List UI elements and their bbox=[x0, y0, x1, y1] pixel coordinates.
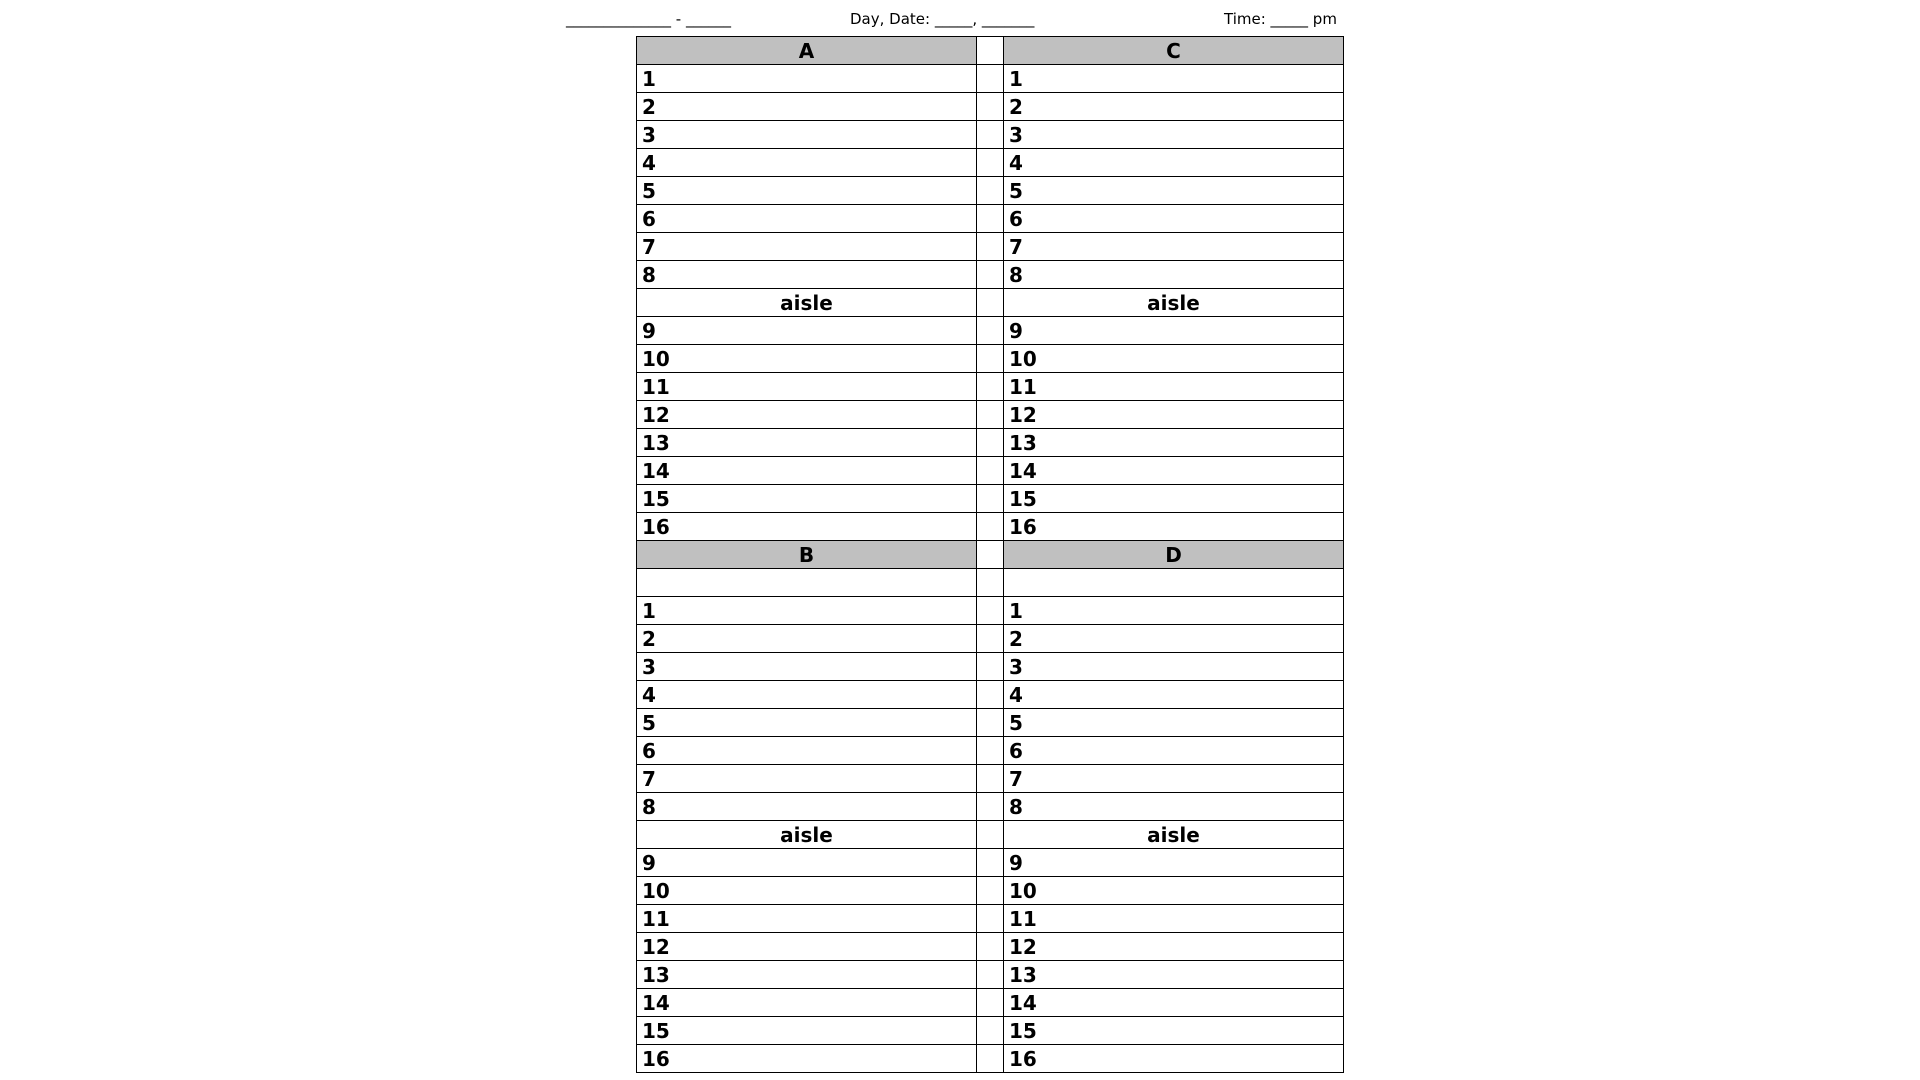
page-header bbox=[0, 8, 1920, 32]
seat-left-cell[interactable]: 1 bbox=[637, 65, 977, 93]
seat-right-cell[interactable]: 1 bbox=[1004, 597, 1344, 625]
aisle-gap-cell bbox=[977, 569, 1004, 597]
seat-row bbox=[637, 93, 1344, 121]
blank-right-cell[interactable] bbox=[1004, 569, 1344, 597]
seat-right-cell[interactable]: 13 bbox=[1004, 961, 1344, 989]
aisle-gap-cell bbox=[977, 709, 1004, 737]
seat-right-cell[interactable]: 13 bbox=[1004, 429, 1344, 457]
seat-row bbox=[637, 177, 1344, 205]
seat-right-cell[interactable]: 7 bbox=[1004, 233, 1344, 261]
seat-right-cell[interactable]: 2 bbox=[1004, 93, 1344, 121]
seat-row bbox=[637, 233, 1344, 261]
section-header-right-cell: C bbox=[1004, 37, 1344, 65]
seat-right-cell[interactable]: 14 bbox=[1004, 457, 1344, 485]
seat-left-cell[interactable]: 12 bbox=[637, 933, 977, 961]
seat-right-cell[interactable]: 9 bbox=[1004, 317, 1344, 345]
section-header-left-cell: A bbox=[637, 37, 977, 65]
aisle-gap-cell bbox=[977, 681, 1004, 709]
seat-right-cell[interactable]: 12 bbox=[1004, 933, 1344, 961]
aisle-gap-cell bbox=[977, 541, 1004, 569]
seat-left-cell[interactable]: 16 bbox=[637, 1045, 977, 1073]
seat-row bbox=[637, 905, 1344, 933]
seat-row bbox=[637, 317, 1344, 345]
seat-row bbox=[637, 429, 1344, 457]
seat-right-cell[interactable]: 3 bbox=[1004, 121, 1344, 149]
seat-row bbox=[637, 765, 1344, 793]
seat-left-cell[interactable]: 5 bbox=[637, 177, 977, 205]
aisle-gap-cell bbox=[977, 233, 1004, 261]
seat-left-cell[interactable]: 14 bbox=[637, 457, 977, 485]
aisle-gap-cell bbox=[977, 597, 1004, 625]
aisle-gap-cell bbox=[977, 821, 1004, 849]
aisle-gap-cell bbox=[977, 429, 1004, 457]
seat-right-cell[interactable]: 2 bbox=[1004, 625, 1344, 653]
seat-row bbox=[637, 65, 1344, 93]
aisle-gap-cell bbox=[977, 961, 1004, 989]
aisle-gap-cell bbox=[977, 653, 1004, 681]
aisle-gap-cell bbox=[977, 849, 1004, 877]
seat-left-cell[interactable]: 15 bbox=[637, 485, 977, 513]
seat-right-cell[interactable]: 6 bbox=[1004, 737, 1344, 765]
seat-row bbox=[637, 1045, 1344, 1073]
aisle-gap-cell bbox=[977, 485, 1004, 513]
seat-right-cell[interactable]: 10 bbox=[1004, 345, 1344, 373]
seat-left-cell[interactable]: 7 bbox=[637, 233, 977, 261]
aisle-gap-cell bbox=[977, 1045, 1004, 1073]
seat-row bbox=[637, 261, 1344, 289]
seat-right-cell[interactable]: 8 bbox=[1004, 261, 1344, 289]
aisle-row bbox=[637, 289, 1344, 317]
aisle-gap-cell bbox=[977, 317, 1004, 345]
seat-row bbox=[637, 457, 1344, 485]
blank-row bbox=[637, 569, 1344, 597]
seat-right-cell[interactable]: 16 bbox=[1004, 1045, 1344, 1073]
seat-left-cell[interactable]: 2 bbox=[637, 93, 977, 121]
aisle-gap-cell bbox=[977, 1017, 1004, 1045]
seat-left-cell[interactable]: 7 bbox=[637, 765, 977, 793]
seat-left-cell[interactable]: 8 bbox=[637, 261, 977, 289]
seat-left-cell[interactable]: 6 bbox=[637, 205, 977, 233]
seat-right-cell[interactable]: 11 bbox=[1004, 905, 1344, 933]
aisle-gap-cell bbox=[977, 121, 1004, 149]
seat-right-cell[interactable]: 14 bbox=[1004, 989, 1344, 1017]
day-date-field[interactable]: Day, Date: _____, _______ bbox=[850, 10, 1035, 28]
aisle-gap-cell bbox=[977, 737, 1004, 765]
seating-chart-table bbox=[636, 36, 1344, 1073]
aisle-row bbox=[637, 821, 1344, 849]
aisle-gap-cell bbox=[977, 625, 1004, 653]
blank-left-cell[interactable] bbox=[637, 569, 977, 597]
seat-right-cell[interactable]: 9 bbox=[1004, 849, 1344, 877]
aisle-gap-cell bbox=[977, 37, 1004, 65]
seat-right-cell[interactable]: 10 bbox=[1004, 877, 1344, 905]
aisle-right-cell: aisle bbox=[1004, 289, 1344, 317]
seat-row bbox=[637, 149, 1344, 177]
aisle-left-cell: aisle bbox=[637, 821, 977, 849]
seat-left-cell[interactable]: 9 bbox=[637, 849, 977, 877]
aisle-gap-cell bbox=[977, 65, 1004, 93]
seat-right-cell[interactable]: 8 bbox=[1004, 793, 1344, 821]
seat-left-cell[interactable]: 9 bbox=[637, 317, 977, 345]
section-header-left-cell: B bbox=[637, 541, 977, 569]
aisle-gap-cell bbox=[977, 373, 1004, 401]
seat-left-cell[interactable]: 15 bbox=[637, 1017, 977, 1045]
seat-row bbox=[637, 401, 1344, 429]
seat-row bbox=[637, 625, 1344, 653]
aisle-gap-cell bbox=[977, 261, 1004, 289]
section-header-row bbox=[637, 541, 1344, 569]
seat-right-cell[interactable]: 3 bbox=[1004, 653, 1344, 681]
aisle-gap-cell bbox=[977, 513, 1004, 541]
seat-left-cell[interactable]: 4 bbox=[637, 149, 977, 177]
aisle-right-cell: aisle bbox=[1004, 821, 1344, 849]
section-header-row bbox=[637, 37, 1344, 65]
seat-right-cell[interactable]: 11 bbox=[1004, 373, 1344, 401]
seat-row bbox=[637, 653, 1344, 681]
seat-right-cell[interactable]: 5 bbox=[1004, 177, 1344, 205]
seat-row bbox=[637, 961, 1344, 989]
aisle-gap-cell bbox=[977, 205, 1004, 233]
seat-left-cell[interactable]: 14 bbox=[637, 989, 977, 1017]
seat-row bbox=[637, 205, 1344, 233]
aisle-gap-cell bbox=[977, 793, 1004, 821]
aisle-gap-cell bbox=[977, 905, 1004, 933]
aisle-left-cell: aisle bbox=[637, 289, 977, 317]
seat-right-cell[interactable]: 12 bbox=[1004, 401, 1344, 429]
seat-left-cell[interactable]: 4 bbox=[637, 681, 977, 709]
seat-left-cell[interactable]: 6 bbox=[637, 737, 977, 765]
seat-row bbox=[637, 709, 1344, 737]
section-header-right-cell: D bbox=[1004, 541, 1344, 569]
seat-left-cell[interactable]: 3 bbox=[637, 121, 977, 149]
time-field[interactable]: Time: _____ pm bbox=[1224, 10, 1337, 28]
seat-row bbox=[637, 849, 1344, 877]
seat-left-cell[interactable]: 3 bbox=[637, 653, 977, 681]
seat-right-cell[interactable]: 5 bbox=[1004, 709, 1344, 737]
seat-left-cell[interactable]: 2 bbox=[637, 625, 977, 653]
seat-row bbox=[637, 485, 1344, 513]
seat-row bbox=[637, 681, 1344, 709]
seat-left-cell[interactable]: 13 bbox=[637, 961, 977, 989]
seat-row bbox=[637, 373, 1344, 401]
seat-left-cell[interactable]: 10 bbox=[637, 345, 977, 373]
seat-row bbox=[637, 1017, 1344, 1045]
seat-row bbox=[637, 737, 1344, 765]
seat-right-cell[interactable]: 15 bbox=[1004, 1017, 1344, 1045]
aisle-gap-cell bbox=[977, 93, 1004, 121]
seat-left-cell[interactable]: 13 bbox=[637, 429, 977, 457]
aisle-gap-cell bbox=[977, 177, 1004, 205]
seat-row bbox=[637, 989, 1344, 1017]
seat-left-cell[interactable]: 10 bbox=[637, 877, 977, 905]
seat-row bbox=[637, 933, 1344, 961]
aisle-gap-cell bbox=[977, 933, 1004, 961]
seat-row bbox=[637, 345, 1344, 373]
seat-row bbox=[637, 513, 1344, 541]
seat-left-cell[interactable]: 12 bbox=[637, 401, 977, 429]
aisle-gap-cell bbox=[977, 149, 1004, 177]
aisle-gap-cell bbox=[977, 457, 1004, 485]
seat-left-cell[interactable]: 11 bbox=[637, 373, 977, 401]
seat-row bbox=[637, 597, 1344, 625]
aisle-gap-cell bbox=[977, 289, 1004, 317]
seat-left-cell[interactable]: 16 bbox=[637, 513, 977, 541]
seat-right-cell[interactable]: 4 bbox=[1004, 681, 1344, 709]
seat-right-cell[interactable]: 6 bbox=[1004, 205, 1344, 233]
aisle-gap-cell bbox=[977, 989, 1004, 1017]
seat-right-cell[interactable]: 1 bbox=[1004, 65, 1344, 93]
seat-left-cell[interactable]: 1 bbox=[637, 597, 977, 625]
seat-right-cell[interactable]: 4 bbox=[1004, 149, 1344, 177]
aisle-gap-cell bbox=[977, 401, 1004, 429]
seat-right-cell[interactable]: 15 bbox=[1004, 485, 1344, 513]
aisle-gap-cell bbox=[977, 765, 1004, 793]
seat-left-cell[interactable]: 5 bbox=[637, 709, 977, 737]
seat-right-cell[interactable]: 7 bbox=[1004, 765, 1344, 793]
seat-row bbox=[637, 121, 1344, 149]
aisle-gap-cell bbox=[977, 345, 1004, 373]
seat-row bbox=[637, 793, 1344, 821]
aisle-gap-cell bbox=[977, 877, 1004, 905]
seat-left-cell[interactable]: 11 bbox=[637, 905, 977, 933]
seat-left-cell[interactable]: 8 bbox=[637, 793, 977, 821]
name-range-field[interactable]: ______________ - ______ bbox=[566, 10, 731, 28]
seat-right-cell[interactable]: 16 bbox=[1004, 513, 1344, 541]
seat-row bbox=[637, 877, 1344, 905]
